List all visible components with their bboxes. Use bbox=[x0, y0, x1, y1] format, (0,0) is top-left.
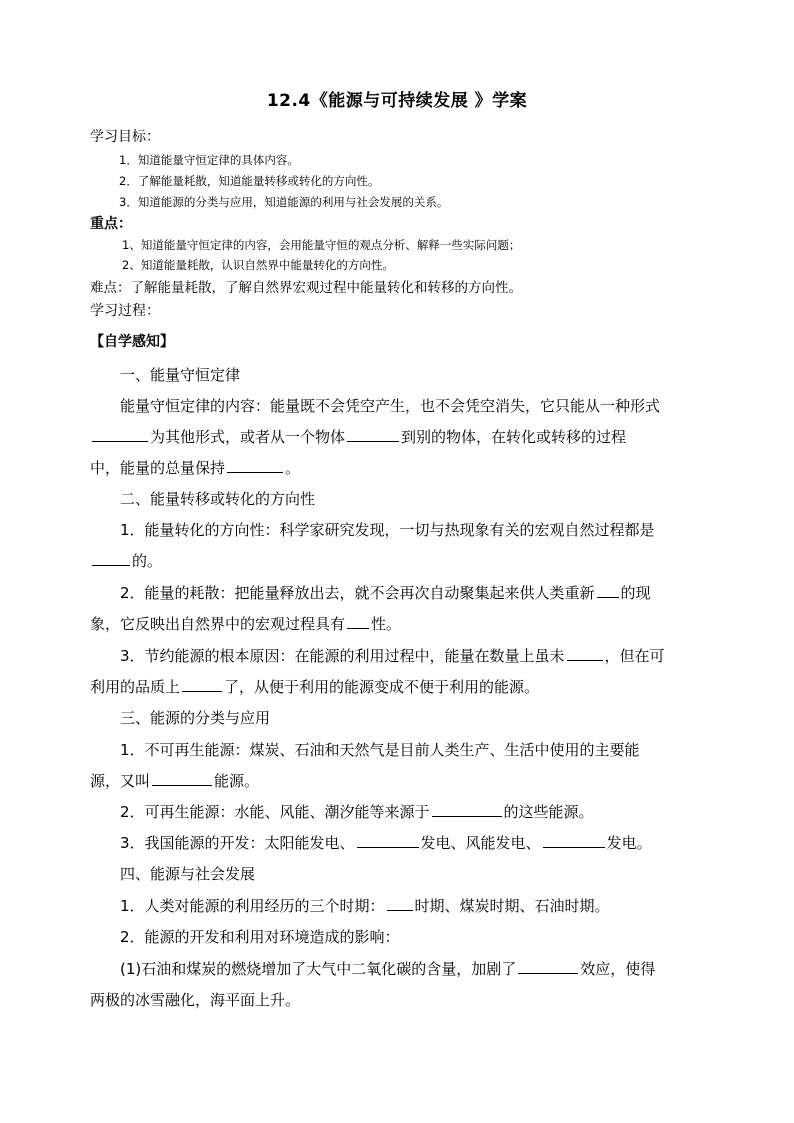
fill-blank[interactable] bbox=[347, 427, 399, 442]
fill-blank[interactable] bbox=[597, 583, 619, 598]
paragraph-line: 2．可再生能源：水能、风能、潮汐能等来源于 的这些能源。 bbox=[120, 803, 594, 821]
fill-blank[interactable] bbox=[347, 614, 369, 629]
paragraph-line: 的。 bbox=[90, 550, 162, 571]
fill-blank[interactable] bbox=[432, 802, 502, 817]
paragraph-line: 利用的品质上 了，从便于利用的能源变成不便于利用的能源。 bbox=[90, 678, 540, 696]
fill-blank[interactable] bbox=[543, 833, 605, 848]
fill-blank[interactable] bbox=[182, 677, 222, 692]
difficulty-text: 难点：了解能量耗散，了解自然界宏观过程中能量转化和转移的方向性。 bbox=[90, 280, 522, 296]
fill-blank[interactable] bbox=[518, 959, 578, 974]
section-heading: 二、能量转移或转化的方向性 bbox=[120, 490, 316, 508]
self-study-heading: 【自学感知】 bbox=[90, 334, 174, 350]
objective-item: 2．了解能量耗散，知道能量转移或转化的方向性。 bbox=[119, 174, 380, 188]
paragraph-line: 2．能源的开发和利用对环境造成的影响： bbox=[120, 928, 400, 946]
key-label: 重点： bbox=[90, 216, 132, 232]
paragraph-line: 象，它反映出自然界中的宏观过程具有 性。 bbox=[90, 615, 402, 633]
paragraph-line: 能量守恒定律的内容：能量既不会凭空产生，也不会凭空消失，它只能从一种形式 bbox=[120, 397, 661, 415]
fill-blank[interactable] bbox=[567, 646, 603, 661]
objective-item: 1．知道能量守恒定律的具体内容。 bbox=[119, 153, 299, 167]
section-heading: 一、能量守恒定律 bbox=[120, 366, 241, 384]
objective-item: 3．知道能源的分类与应用，知道能源的利用与社会发展的关系。 bbox=[119, 195, 449, 209]
paragraph-line: 3．我国能源的开发：太阳能发电、 发电、风能发电、 发电。 bbox=[120, 834, 652, 852]
fill-blank[interactable] bbox=[387, 896, 413, 911]
fill-blank[interactable] bbox=[92, 551, 130, 566]
paragraph-line: 两极的冰雪融化，海平面上升。 bbox=[90, 991, 301, 1009]
section-heading: 三、能源的分类与应用 bbox=[120, 709, 271, 727]
fill-blank[interactable] bbox=[152, 771, 212, 786]
fill-blank[interactable] bbox=[357, 833, 419, 848]
key-point: 2、知道能量耗散，认识自然界中能量转化的方向性。 bbox=[122, 258, 394, 272]
key-point: 1、知道能量守恒定律的内容，会用能量守恒的观点分析、解释一些实际问题； bbox=[122, 238, 521, 252]
paragraph-line: (1)石油和煤炭的燃烧增加了大气中二氧化碳的含量，加剧了 效应，使得 bbox=[120, 960, 656, 978]
paragraph-line: 2．能量的耗散：把能量释放出去，就不会再次自动聚集起来供人类重新 的现 bbox=[120, 584, 651, 602]
fill-blank[interactable] bbox=[92, 427, 148, 442]
paragraph-line: 源，又叫 能源。 bbox=[90, 772, 260, 790]
objectives-label: 学习目标： bbox=[90, 129, 160, 145]
paragraph-line: 1．能量转化的方向性：科学家研究发现，一切与热现象有关的宏观自然过程都是 bbox=[120, 521, 655, 539]
process-label: 学习过程： bbox=[90, 303, 160, 319]
page-title: 12.4《能源与可持续发展 》学案 bbox=[266, 91, 528, 111]
paragraph-line: 3．节约能源的根本原因：在能源的利用过程中，能量在数量上虽未 ，但在可 bbox=[120, 647, 665, 665]
paragraph-line: 中，能量的总量保持 。 bbox=[90, 459, 301, 477]
paragraph-line: 1．人类对能源的利用经历的三个时期： 时期、煤炭时期、石油时期。 bbox=[120, 897, 610, 915]
fill-blank[interactable] bbox=[227, 458, 283, 473]
paragraph-line: 为其他形式，或者从一个物体 到别的物体，在转化或转移的过程 bbox=[90, 426, 626, 447]
section-heading: 四、能源与社会发展 bbox=[120, 865, 256, 883]
paragraph-line: 1．不可再生能源：煤炭、石油和天然气是目前人类生产、生活中使用的主要能 bbox=[120, 741, 640, 759]
